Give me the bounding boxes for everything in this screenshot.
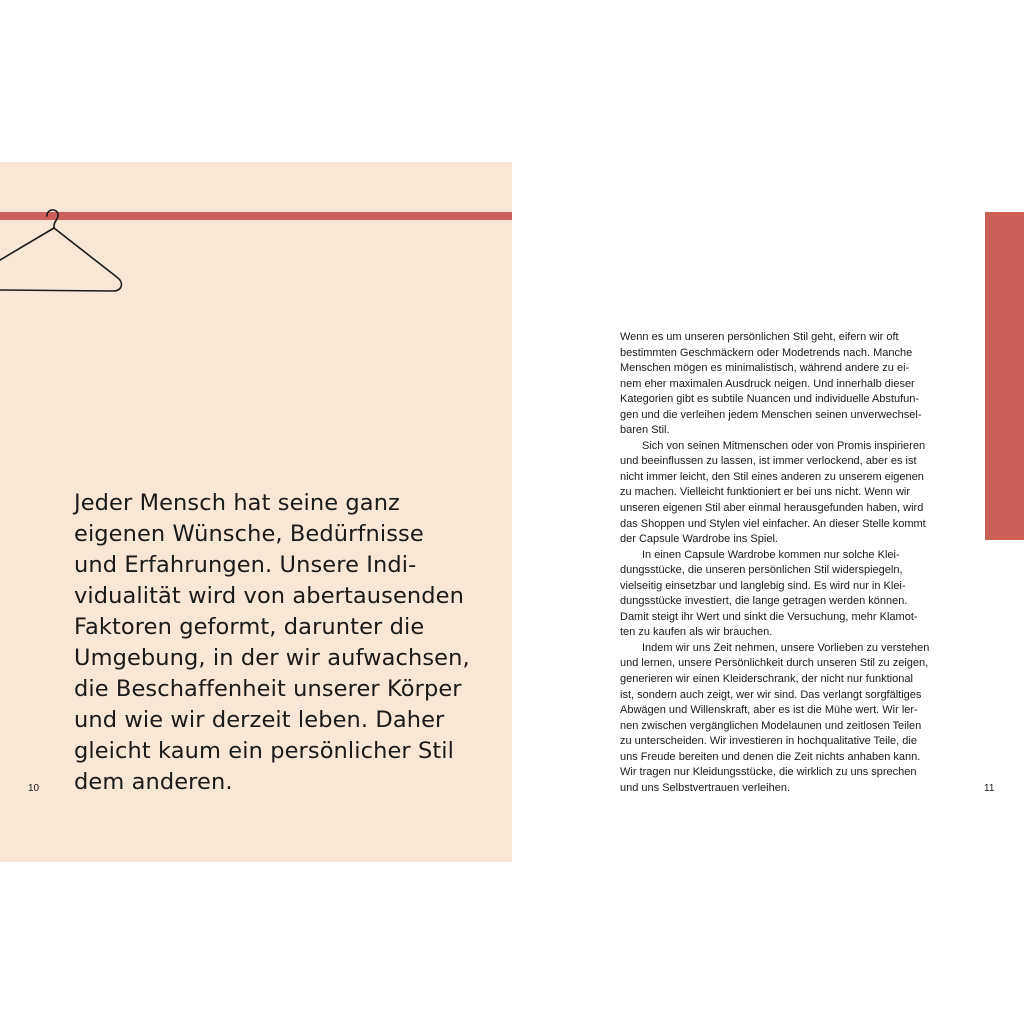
text-line: Kategorien gibt es subtile Nuancen und individuelle Abstufun- <box>620 393 920 406</box>
text-line: In einen Capsule Wardrobe kommen nur solche Klei- <box>642 548 900 561</box>
pull-quote <box>74 488 494 798</box>
text-line: gen und die verleihen jedem Menschen seinen unverwechsel- <box>620 408 922 421</box>
text-line: und lernen, unsere Persönlichkeit durch unseren Stil zu zeigen, <box>620 657 929 670</box>
text-line: dungsstücke, die unseren persönlichen Stil widerspiegeln, <box>620 564 903 577</box>
text-line: Wir tragen nur Kleidungsstücke, die wirklich zu uns sprechen <box>620 766 917 779</box>
paragraph <box>620 439 950 548</box>
text-line: und uns Selbstvertrauen verleihen. <box>620 781 790 794</box>
text-line: dungsstücke investiert, die lange getragen werden können. <box>620 595 908 608</box>
quote-line: und wie wir derzeit leben. Daher <box>74 707 445 733</box>
text-line: ten zu kaufen als wir brauchen. <box>620 626 773 639</box>
text-line: Menschen mögen es minimalistisch, während andere zu ei- <box>620 362 910 375</box>
paragraph <box>620 330 950 439</box>
text-line: vielseitig einsetzbar und langlebig sind. Es wird nur in Klei- <box>620 579 906 592</box>
accent-block <box>985 212 1024 540</box>
page-number-right: 11 <box>984 783 995 794</box>
text-line: bestimmten Geschmäckern oder Modetrends nach. Manche <box>620 346 913 359</box>
paragraph <box>620 548 950 641</box>
text-line: generieren wir einen Kleiderschrank, der nicht nur funktional <box>620 673 913 686</box>
quote-line: dem anderen. <box>74 769 233 795</box>
text-line: uns Freude bereiten und denen die Zeit nichts anhaben kann. <box>620 750 921 763</box>
quote-line: Jeder Mensch hat seine ganz <box>74 490 400 516</box>
text-line: nen zwischen vergänglichen Modelaunen und zeitlosen Teilen <box>620 719 922 732</box>
page-number-left: 10 <box>28 783 40 794</box>
text-line: baren Stil. <box>620 424 670 437</box>
quote-line: die Beschaffenheit unserer Körper <box>74 676 462 702</box>
left-page <box>0 162 512 862</box>
text-line: zu machen. Vielleicht funktioniert er bei uns nicht. Wenn wir <box>620 486 911 499</box>
text-line: und beeinflussen zu lassen, ist immer verlockend, aber es ist <box>620 455 917 468</box>
text-line: der Capsule Wardrobe ins Spiel. <box>620 533 778 546</box>
quote-line: Faktoren geformt, darunter die <box>74 614 425 640</box>
quote-line: vidualität wird von abertausenden <box>74 583 464 609</box>
text-line: ist, sondern auch zeigt, wer wir sind. Das verlangt sorgfältiges <box>620 688 922 701</box>
text-line: das Shoppen und Stylen viel einfacher. An dieser Stelle kommt <box>620 517 926 530</box>
quote-line: gleicht kaum ein persönlicher Stil <box>74 738 455 764</box>
paragraph <box>620 641 950 796</box>
text-line: zu unterscheiden. Wir investieren in hochqualitative Teile, die <box>620 735 917 748</box>
quote-line: Umgebung, in der wir aufwachsen, <box>74 645 470 671</box>
text-line: unseren eigenen Stil aber einmal herausgefunden haben, wird <box>620 502 924 515</box>
text-line: Wenn es um unseren persönlichen Stil geht, eifern wir oft <box>620 331 899 343</box>
body-text <box>620 330 950 796</box>
quote-line: eigenen Wünsche, Bedürfnisse <box>74 521 424 547</box>
clothes-hanger-icon <box>0 204 130 300</box>
quote-line: und Erfahrungen. Unsere Indi- <box>74 552 417 578</box>
text-line: Abwägen und Willenskraft, aber es ist die Mühe wert. Wir ler- <box>620 704 918 717</box>
text-line: nicht immer leicht, den Stil eines anderen zu unserem eigenen <box>620 470 924 483</box>
text-line: Sich von seinen Mitmenschen oder von Promis inspirieren <box>642 439 926 452</box>
text-line: Indem wir uns Zeit nehmen, unsere Vorlieben zu verstehen <box>642 641 930 654</box>
text-line: nem eher maximalen Ausdruck neigen. Und innerhalb dieser <box>620 377 915 390</box>
text-line: Damit steigt ihr Wert und sinkt die Versuchung, mehr Klamot- <box>620 610 918 623</box>
